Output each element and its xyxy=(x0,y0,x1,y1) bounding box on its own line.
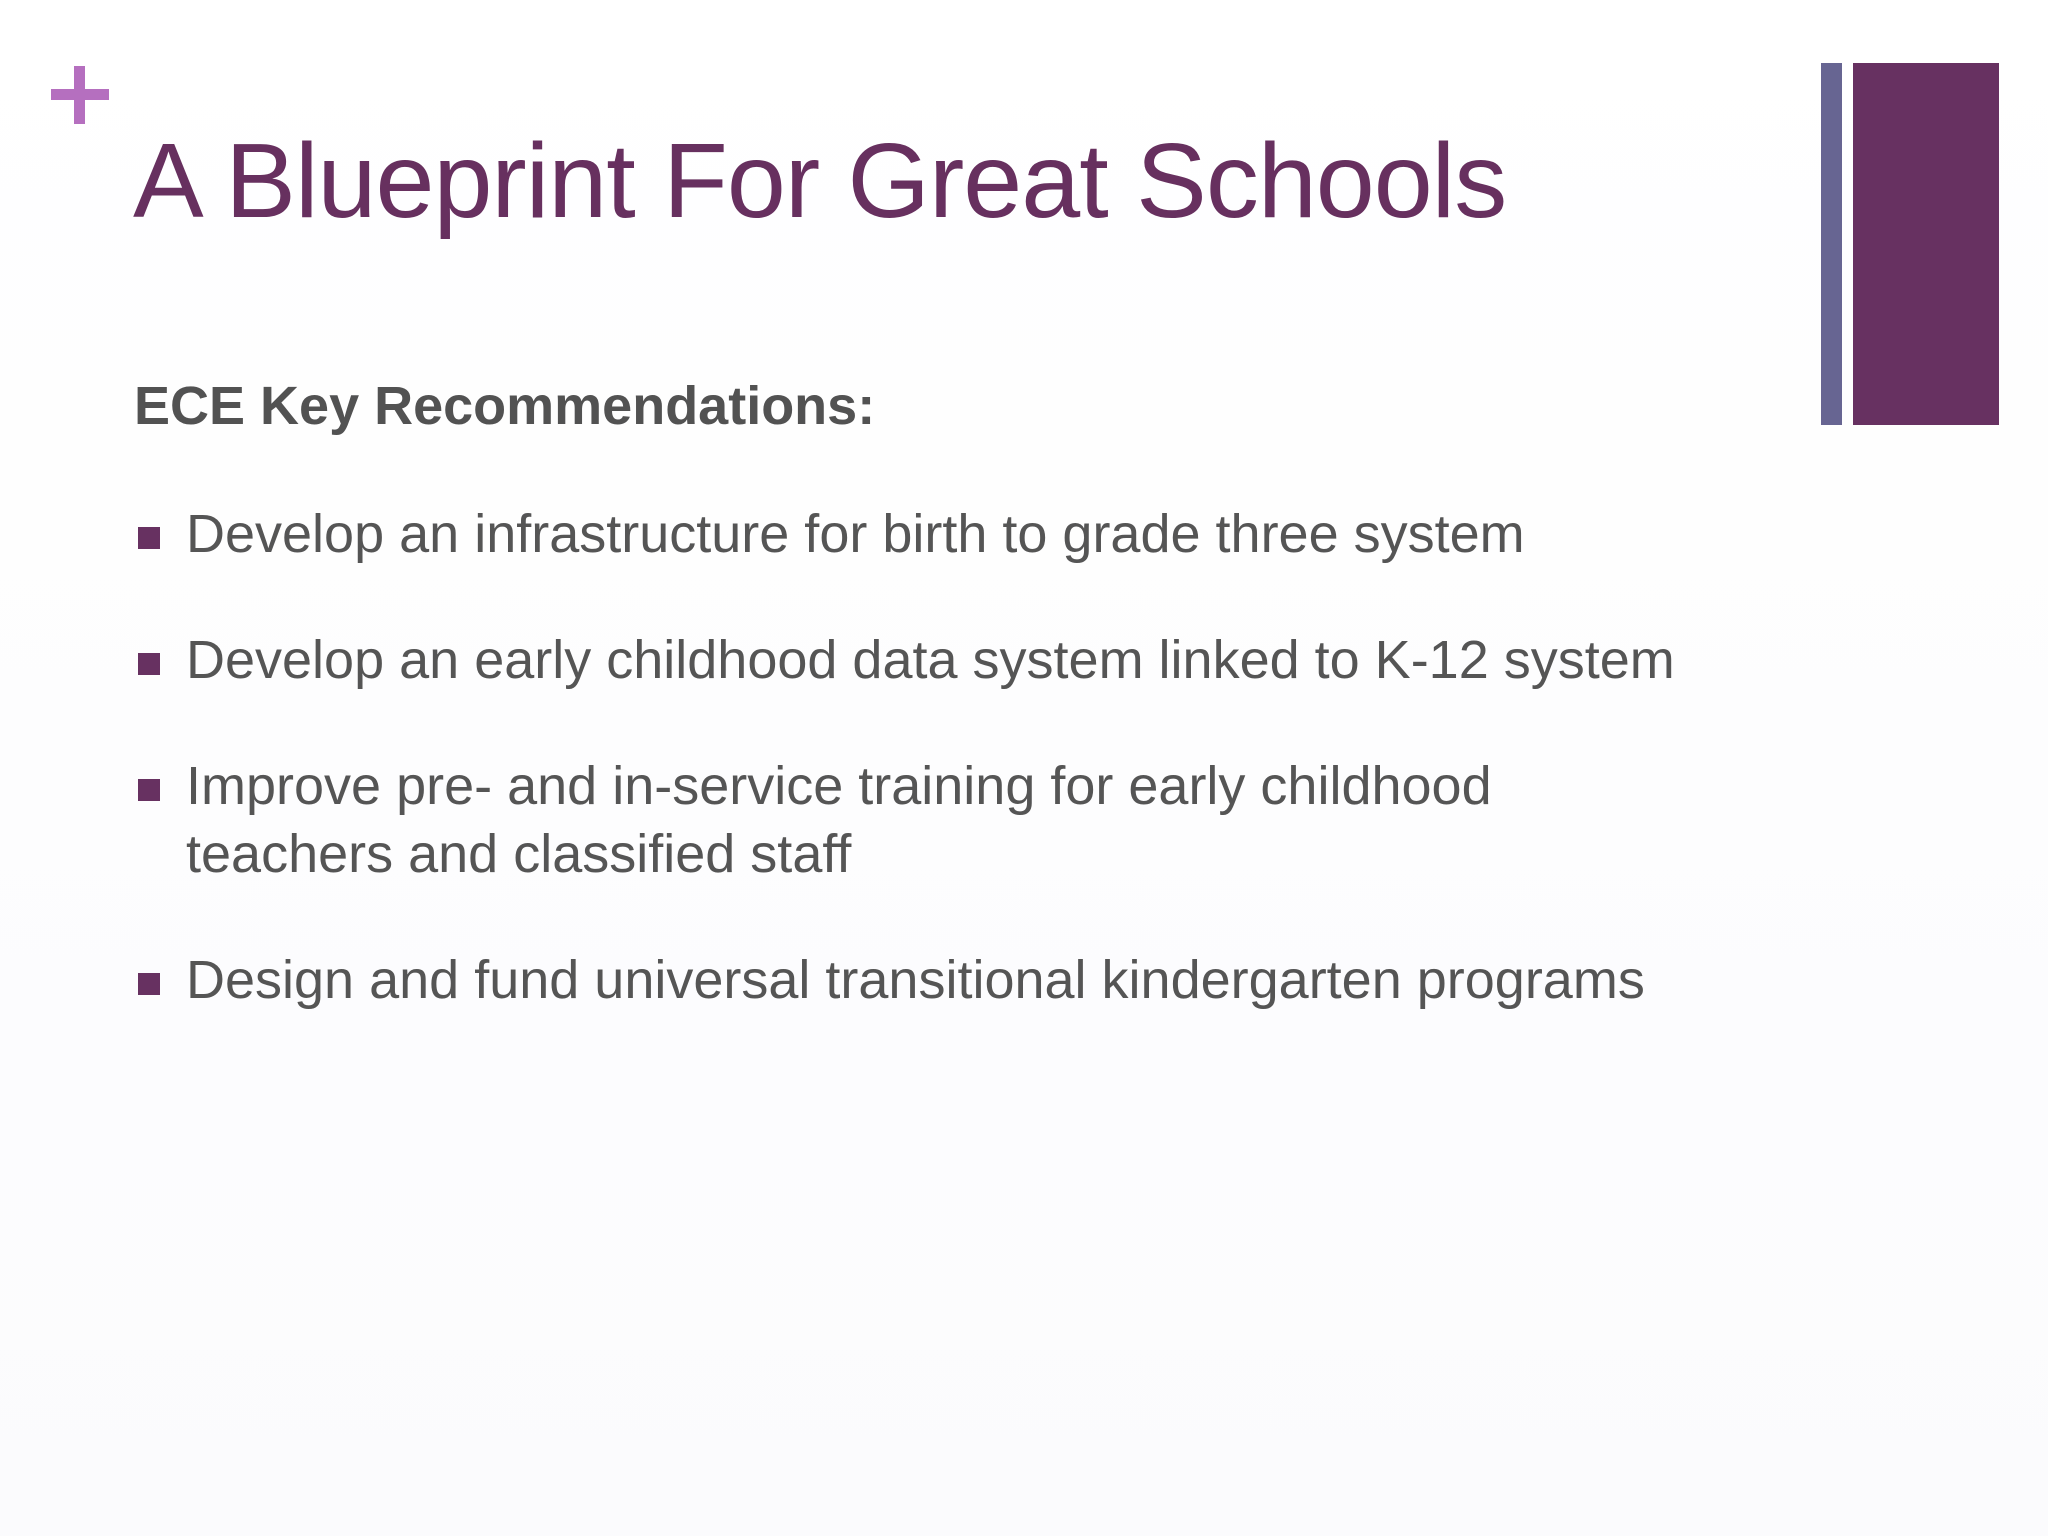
list-item-text: Develop an infrastructure for birth to grade three system xyxy=(186,504,1525,564)
plus-icon xyxy=(51,66,109,124)
square-bullet-icon xyxy=(138,653,160,675)
section-subheading: ECE Key Recommendations: xyxy=(134,376,876,436)
list-item xyxy=(134,752,1814,888)
slide-title: A Blueprint For Great Schools xyxy=(133,122,1507,240)
list-item xyxy=(134,946,1814,1014)
square-bullet-icon xyxy=(138,779,160,801)
list-item xyxy=(134,626,1814,694)
recommendation-list xyxy=(134,500,1814,1072)
square-bullet-icon xyxy=(138,527,160,549)
list-item-text: Develop an early childhood data system linked to K-12 system xyxy=(186,630,1675,690)
list-item xyxy=(134,500,1814,568)
list-item-text: Improve pre- and in-service training for early childhood teachers and classified staff xyxy=(186,756,1492,884)
decorative-bar-thin xyxy=(1821,63,1842,425)
list-item-text: Design and fund universal transitional kindergarten programs xyxy=(186,950,1645,1010)
decorative-bar-wide xyxy=(1853,63,1999,425)
plus-icon-vertical xyxy=(74,66,85,124)
square-bullet-icon xyxy=(138,973,160,995)
